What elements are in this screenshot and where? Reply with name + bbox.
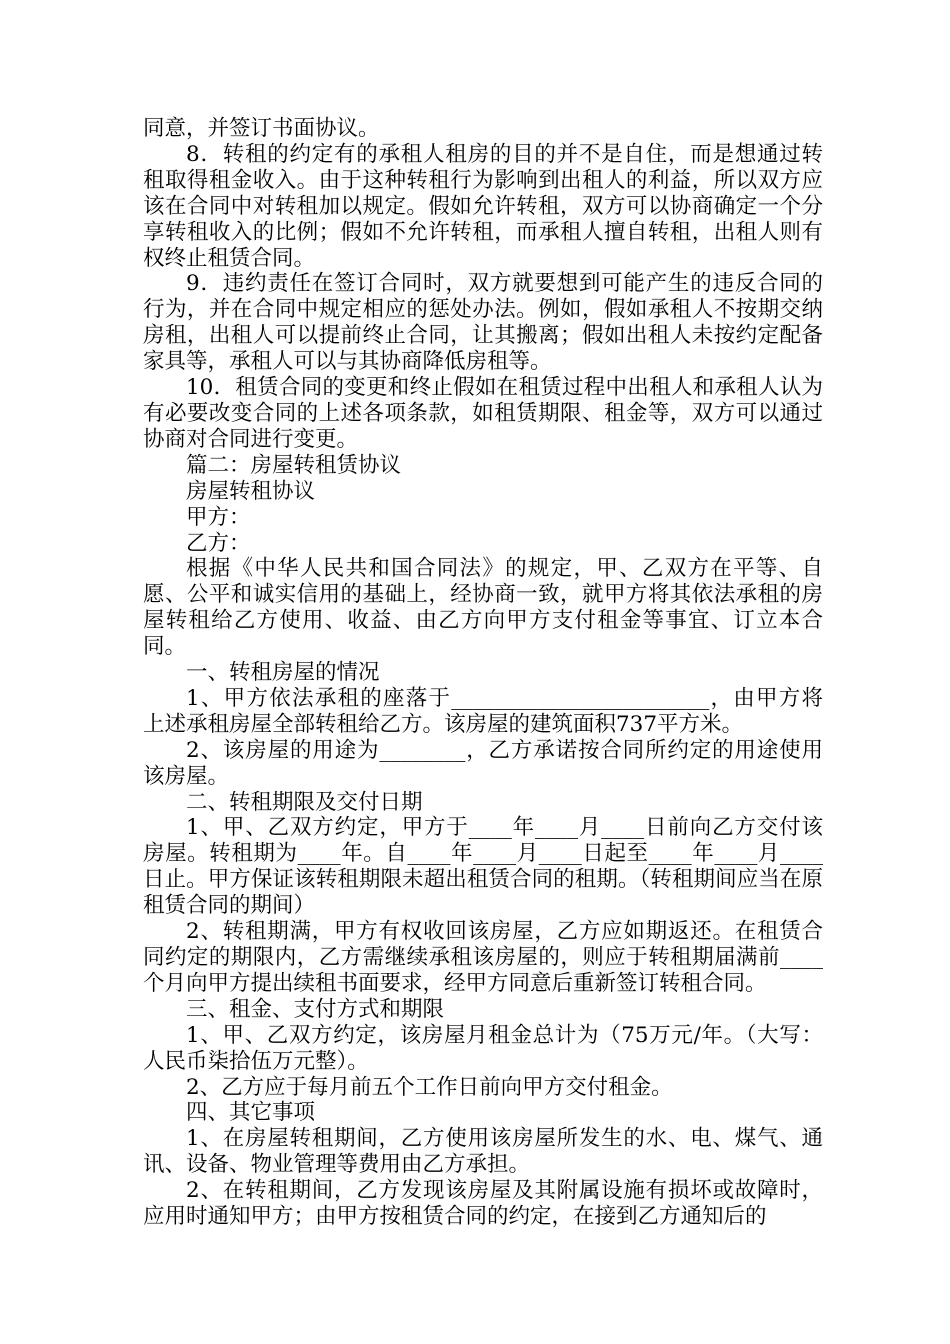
document-paragraph: 1、在房屋转租期间，乙方使用该房屋所发生的水、电、煤气、通讯、设备、物业管理等费用由乙方承担。 [143, 1126, 823, 1178]
document-paragraph: 2、在转租期间，乙方发现该房屋及其附属设施有损坏或故障时，应用时通知甲方；由甲方按租赁合同的约定，在接到乙方通知后的 [143, 1178, 823, 1230]
document-paragraph: 同意，并签订书面协议。 [143, 116, 380, 141]
document-paragraph: 三、租金、支付方式和期限 [186, 996, 445, 1022]
document-paragraph: 9．违约责任在签订合同时，双方就要想到可能产生的违反合同的行为，并在合同中规定相应的惩处办法。例如，假如承租人不按期交纳房租，出租人可以提前终止合同，让其搬离；假如出租人未按约定配备家具等，承租人可以与其协商降低房租等。 [143, 271, 823, 375]
document-paragraph: 篇二：房屋转租赁协议 [186, 452, 402, 478]
document-paragraph: 1、甲方依法承租的座落于________________________，由甲方将上述承租房屋全部转租给乙方。该房屋的建筑面积737平方米。 [143, 685, 823, 737]
document-paragraph: 8．转租的约定有的承租人租房的目的并不是自住，而是想通过转租取得租金收入。由于这种转租行为影响到出租人的利益，所以双方应该在合同中对转租加以规定。假如允许转租，双方可以协商确定一个分享转租收入的比例；假如不允许转租，而承租人擅自转租，出租人则有权终止租赁合同。 [143, 141, 823, 271]
document-paragraph: 四、其它事项 [186, 1100, 316, 1126]
document-paragraph: 根据《中华人民共和国合同法》的规定，甲、乙双方在平等、自愿、公平和诚实信用的基础上，经协商一致，就甲方将其依法承租的房屋转租给乙方使用、收益、由乙方向甲方支付租金等事宜、订立本合同。 [143, 556, 823, 660]
document-paragraph: 房屋转租协议 [186, 478, 316, 504]
document-paragraph: 2、转租期满，甲方有权收回该房屋，乙方应如期返还。在租赁合同约定的期限内，乙方需继续承租该房屋的，则应于转租期届满前____个月向甲方提出续租书面要求，经甲方同意后重新签订转租合同。 [143, 919, 823, 996]
document-paragraph: 二、转租期限及交付日期 [186, 789, 423, 815]
document-paragraph: 2、该房屋的用途为________，乙方承诺按合同所约定的用途使用该房屋。 [143, 737, 823, 789]
document-paragraph: 一、转租房屋的情况 [186, 660, 380, 686]
document-paragraph: 甲方： [186, 504, 251, 530]
document-paragraph: 2、乙方应于每月前五个工作日前向甲方交付租金。 [186, 1074, 673, 1100]
document-paragraph: 1、甲、乙双方约定，甲方于____年____月____日前向乙方交付该房屋。转租期为____年。自____年____月____日起至____年____月____日止。甲方保证该转租期限未超出租赁合同的租期。（转租期间应当在原租赁合同的期间） [143, 815, 823, 919]
document-page [143, 116, 823, 1230]
document-paragraph: 1、甲、乙双方约定，该房屋月租金总计为（75万元/年。（大写：人民币柒拾伍万元整）。 [143, 1022, 823, 1074]
document-paragraph: 乙方： [186, 530, 251, 556]
document-paragraph: 10．租赁合同的变更和终止假如在租赁过程中出租人和承租人认为有必要改变合同的上述各项条款，如租赁期限、租金等，双方可以通过协商对合同进行变更。 [143, 375, 823, 452]
